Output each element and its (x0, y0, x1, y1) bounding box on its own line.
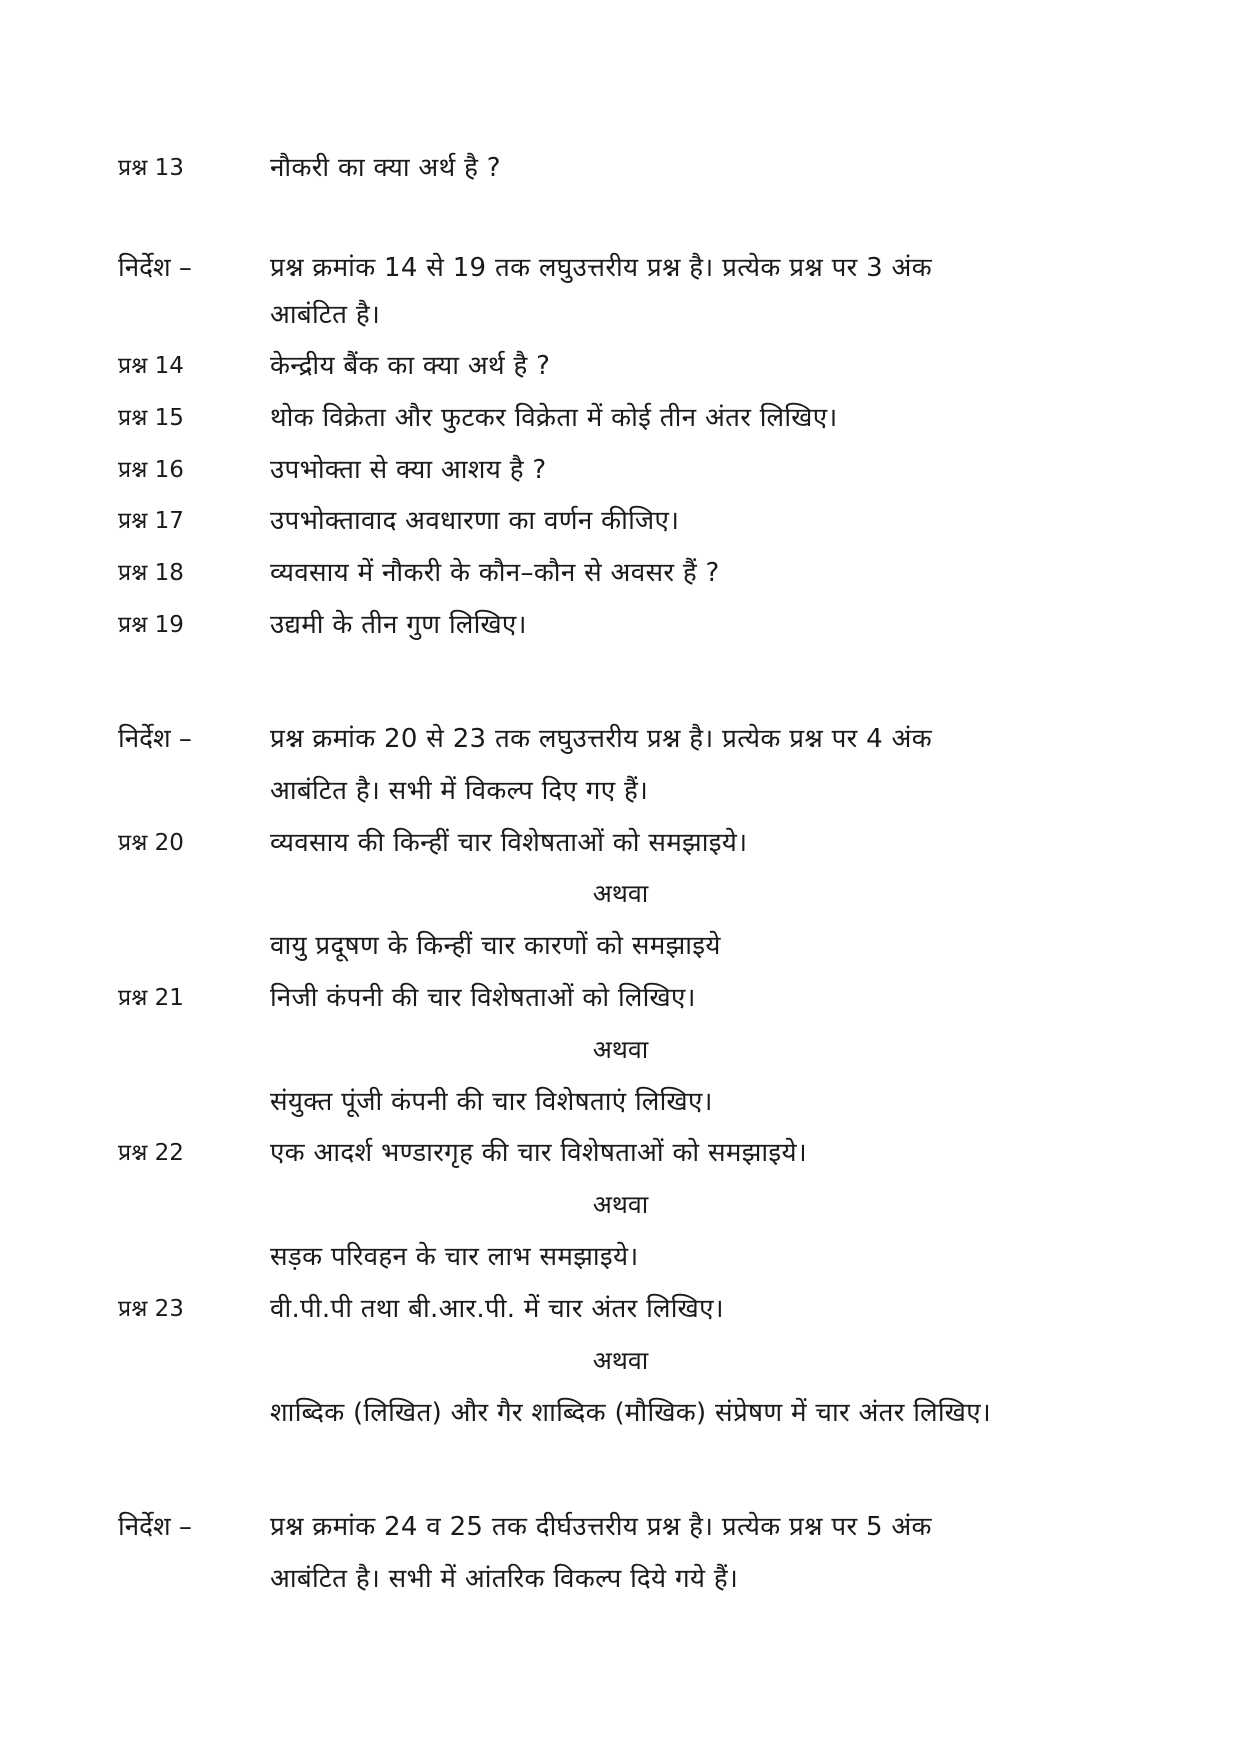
direction-text-line1: प्रश्न क्रमांक 20 से 23 तक लघुउत्तरीय प्रश्न है। प्रत्येक प्रश्न पर 4 अंक (270, 724, 932, 754)
alternative-question-text: शाब्दिक (लिखित) और गैर शाब्दिक (मौखिक) संप्रेषण में चार अंतर लिखिए। (270, 1398, 992, 1428)
question-number: प्रश्न 17 (118, 508, 184, 534)
question-19 (0, 600, 1241, 650)
direction-3-cont (0, 1554, 1241, 1604)
or-separator: अथवा (592, 879, 649, 908)
direction-label: निर्देश – (118, 253, 192, 283)
question-text: व्यवसाय की किन्हीं चार विशेषताओं को समझाइये। (270, 828, 748, 858)
question-23 (0, 1284, 1241, 1334)
question-21-alt (0, 1077, 1241, 1127)
direction-label: निर्देश – (118, 724, 192, 754)
question-number: प्रश्न 14 (118, 353, 184, 379)
question-text: एक आदर्श भण्डारगृह की चार विशेषताओं को समझाइये। (270, 1138, 808, 1168)
question-22-or (0, 1180, 1241, 1230)
direction-text-line2: आबंटित है। (270, 300, 381, 330)
direction-1 (0, 243, 1241, 293)
direction-text-line2: आबंटित है। सभी में विकल्प दिए गए हैं। (270, 776, 649, 806)
direction-text-line2: आबंटित है। सभी में आंतरिक विकल्प दिये गये हैं। (270, 1564, 739, 1594)
or-separator: अथवा (592, 1035, 649, 1064)
question-22 (0, 1128, 1241, 1178)
question-text: उपभोक्तावाद अवधारणा का वर्णन कीजिए। (270, 506, 680, 536)
question-text: उपभोक्ता से क्या आशय है ? (270, 455, 547, 485)
direction-3 (0, 1502, 1241, 1552)
question-text: वी.पी.पी तथा बी.आर.पी. में चार अंतर लिखिए। (270, 1294, 724, 1324)
or-separator: अथवा (592, 1190, 649, 1219)
question-text: नौकरी का क्या अर्थ है ? (270, 153, 501, 183)
question-number: प्रश्न 20 (118, 830, 184, 856)
question-number: प्रश्न 18 (118, 560, 184, 586)
question-number: प्रश्न 19 (118, 612, 184, 638)
question-number: प्रश्न 15 (118, 405, 184, 431)
direction-2 (0, 714, 1241, 764)
question-20 (0, 818, 1241, 868)
direction-1-cont (0, 290, 1241, 340)
question-21-or (0, 1025, 1241, 1075)
direction-label: निर्देश – (118, 1512, 192, 1542)
direction-text-line1: प्रश्न क्रमांक 24 व 25 तक दीर्घउत्तरीय प्रश्न है। प्रत्येक प्रश्न पर 5 अंक (270, 1512, 932, 1542)
or-separator: अथवा (592, 1346, 649, 1375)
question-number: प्रश्न 22 (118, 1140, 184, 1166)
question-23-alt (0, 1388, 1241, 1438)
alternative-question-text: संयुक्त पूंजी कंपनी की चार विशेषताएं लिखिए। (270, 1087, 713, 1117)
alternative-question-text: वायु प्रदूषण के किन्हीं चार कारणों को समझाइये (270, 931, 721, 961)
direction-2-cont (0, 766, 1241, 816)
question-22-alt (0, 1232, 1241, 1282)
question-14 (0, 341, 1241, 391)
question-text: उद्यमी के तीन गुण लिखिए। (270, 610, 527, 640)
question-20-alt (0, 921, 1241, 971)
question-17 (0, 496, 1241, 546)
question-number: प्रश्न 23 (118, 1296, 184, 1322)
question-20-or (0, 869, 1241, 919)
question-text: व्यवसाय में नौकरी के कौन–कौन से अवसर हैं ? (270, 558, 720, 588)
question-15 (0, 393, 1241, 443)
question-number: प्रश्न 13 (118, 155, 184, 181)
question-number: प्रश्न 21 (118, 985, 184, 1011)
question-number: प्रश्न 16 (118, 457, 184, 483)
question-text: निजी कंपनी की चार विशेषताओं को लिखिए। (270, 983, 696, 1013)
alternative-question-text: सड़क परिवहन के चार लाभ समझाइये। (270, 1242, 639, 1272)
question-13 (0, 143, 1241, 193)
question-text: केन्द्रीय बैंक का क्या अर्थ है ? (270, 351, 551, 381)
question-23-or (0, 1336, 1241, 1386)
question-18 (0, 548, 1241, 598)
question-text: थोक विक्रेता और फुटकर विक्रेता में कोई तीन अंतर लिखिए। (270, 403, 838, 433)
question-16 (0, 445, 1241, 495)
question-21 (0, 973, 1241, 1023)
direction-text-line1: प्रश्न क्रमांक 14 से 19 तक लघुउत्तरीय प्रश्न है। प्रत्येक प्रश्न पर 3 अंक (270, 253, 932, 283)
